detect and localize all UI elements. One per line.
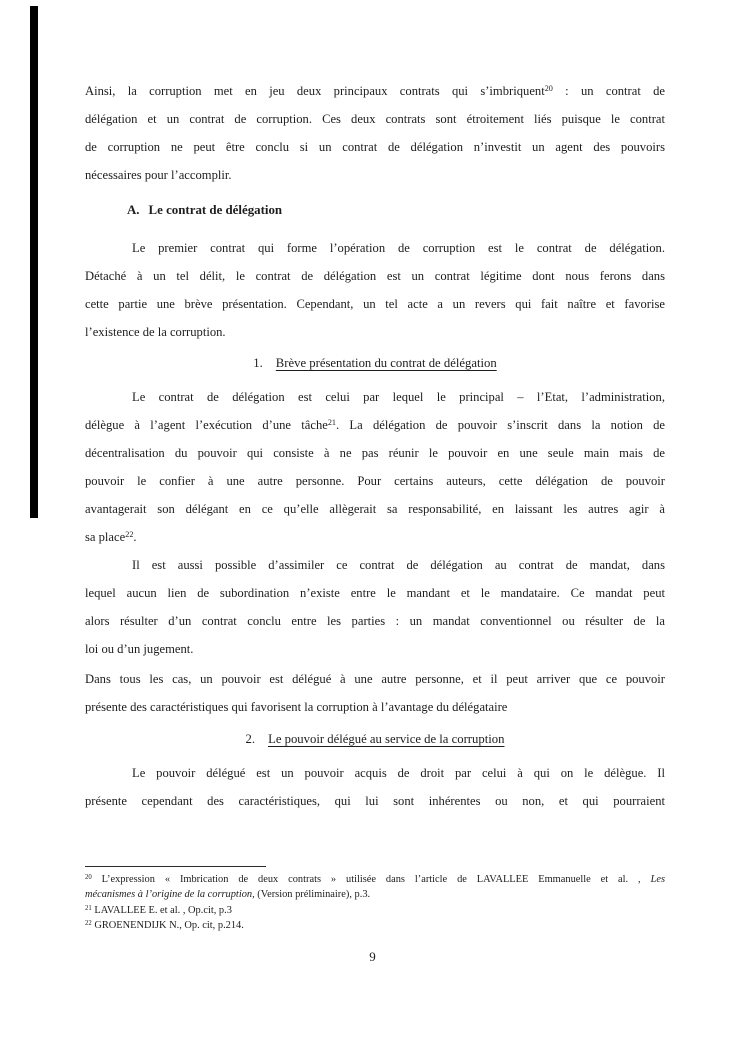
text-line [85,439,665,467]
text-segment: Le premier contrat qui forme l’opération de corruption est le contrat de délégation. [132,241,665,255]
text-line [85,105,665,133]
footnote-ref: 20 [544,84,553,94]
paragraph-mandat [85,551,665,663]
text-segment: (Version préliminaire), p.3. [254,889,371,901]
paragraph-contrat-delegation [85,383,665,551]
document-content [85,77,665,815]
paragraph-pouvoir-delegue [85,759,665,815]
footnote-area [85,866,665,934]
text-segment: mécanismes à l’origine de la corruption, [85,889,255,901]
section-heading-a [85,196,665,224]
subheading-2 [85,725,665,753]
text-segment: avantagerait son délégant en ce qu’elle allègerait sa responsabilité, en laissant les autres agir à [85,502,665,516]
text-segment: présente des caractéristiques qui favorisent la corruption à l’avantage du délégataire [85,700,508,714]
text-line [85,607,665,635]
heading-title: Le contrat de délégation [148,203,283,217]
text-segment: . La délégation de pouvoir s’inscrit dans la notion de [336,418,665,432]
text-line [85,693,665,721]
text-segment: délègue à l’agent l’exécution d’une tâche [85,418,328,432]
text-line [85,411,665,439]
text-segment: cette partie une brève présentation. Cependant, un tel acte a un revers qui fait naître et favorise [85,297,665,311]
text-line [85,903,665,918]
text-line [85,872,665,887]
text-segment: . [133,530,137,544]
text-segment: nécessaires pour l’accomplir. [85,168,232,182]
heading-title: Le pouvoir délégué au service de la corruption [268,732,505,746]
text-line [85,495,665,523]
text-segment: lequel aucun lien de subordination n’existe entre le mandant et le mandataire. Ce mandat peut [85,586,665,600]
text-line [85,467,665,495]
footnote-ref: 21 [327,418,337,428]
text-segment: : un contrat de [552,84,665,98]
text-line [85,234,665,262]
text-segment: alors résulter d’un contrat conclu entre les parties : un mandat conventionnel ou résulter de la [85,614,665,628]
text-segment: présente cependant des caractéristiques, qui lui sont inhérentes ou non, et qui pourraient [85,794,665,808]
footnote-22 [85,918,665,933]
text-line [85,77,665,105]
text-line [85,161,665,189]
subheading-1 [85,349,665,377]
heading-title: Brève présentation du contrat de délégation [275,356,497,370]
text-line [85,318,665,346]
text-segment: Dans tous les cas, un pouvoir est délégué à une autre personne, et il peut arriver que ce pouvoir [85,672,665,686]
text-segment: décentralisation du pouvoir qui consiste à ne pas réunir le pouvoir en une seule main mais de [85,446,665,460]
text-line [85,759,665,787]
text-segment: pouvoir le confier à une autre personne. Pour certains auteurs, cette délégation de pouvoir [85,474,665,488]
text-segment: sa place [85,530,126,544]
text-segment: loi ou d’un jugement. [85,642,194,656]
text-segment: Le pouvoir délégué est un pouvoir acquis de droit par celui à qui on le délègue. Il [132,766,665,780]
text-segment: délégation et un contrat de corruption. Ces deux contrats sont étroitement liés puisque le contrat [85,112,665,126]
text-line [85,383,665,411]
footnote-ref: 21 [85,904,92,912]
footnote-ref: 22 [85,920,92,928]
intro-paragraph [85,77,665,189]
text-line [85,665,665,693]
paragraph-dans-tous-les-cas [85,665,665,721]
footnote-separator [85,866,266,867]
footnote-list [85,872,665,934]
footnote-ref: 20 [85,873,92,881]
text-segment: Détaché à un tel délit, le contrat de délégation est un contrat légitime dont nous ferons dans [85,269,665,283]
text-segment: Il est aussi possible d’assimiler ce contrat de délégation au contrat de mandat, dans [132,558,665,572]
text-line [85,635,665,663]
text-line [85,551,665,579]
text-line [85,262,665,290]
text-line [85,887,665,902]
text-segment: Les [650,874,665,885]
text-segment: LAVALLEE E. et al. , Op.cit, p.3 [91,904,232,916]
footnote-20 [85,872,665,903]
text-line [85,579,665,607]
text-segment: GROENENDIJK N., Op. cit, p.214. [91,920,244,932]
text-segment: Ainsi, la corruption met en jeu deux principaux contrats qui s’imbriquent [85,84,545,98]
text-segment: de corruption ne peut être conclu si un contrat de délégation n’investit un agent des pouvoirs [85,140,665,154]
text-line [85,523,665,551]
text-segment: l’existence de la corruption. [85,325,226,339]
text-segment: L’expression « Imbrication de deux contrats » utilisée dans l’article de LAVALLEE Emmanuelle et al. , [91,874,651,885]
text-line [85,918,665,933]
scan-artifact-bar [30,6,38,518]
footnote-ref: 22 [125,530,134,540]
heading-number: 2. [245,732,256,746]
heading-number: A. [127,203,140,217]
paragraph-premier-contrat [85,234,665,346]
text-line [85,290,665,318]
text-segment: Le contrat de délégation est celui par lequel le principal – l’Etat, l’administration, [132,390,665,404]
footnote-21 [85,903,665,918]
heading-number: 1. [253,356,263,370]
text-line [85,787,665,815]
page-number: 9 [369,949,376,964]
text-line [85,133,665,161]
